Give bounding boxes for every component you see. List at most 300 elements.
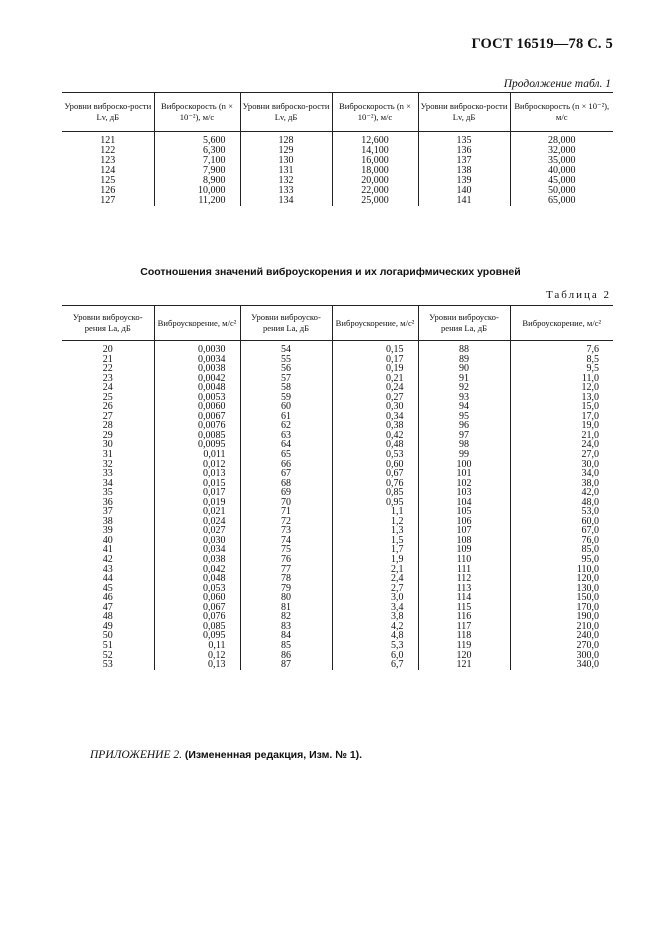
table2-cell: 3,8 [332, 612, 418, 622]
table2-cell: 96 [418, 421, 510, 431]
table2-cell: 27,0 [510, 450, 613, 460]
table2-row [62, 421, 613, 431]
table2-cell: 73 [240, 526, 332, 536]
table1-cell: 137 [418, 156, 510, 166]
table2-cell: 89 [418, 355, 510, 365]
table2-cell: 66 [240, 460, 332, 470]
table1-cell: 65,000 [510, 196, 613, 206]
table2-cell: 0,027 [154, 526, 240, 536]
table2-row [62, 431, 613, 441]
table2-cell: 0,67 [332, 469, 418, 479]
table2-cell: 60,0 [510, 517, 613, 527]
table2-cell: 67,0 [510, 526, 613, 536]
table2-row [62, 507, 613, 517]
table1-cell: 7,900 [154, 166, 240, 176]
table2-label: Таблица 2 [545, 289, 611, 301]
table2-cell: 51 [102, 639, 113, 651]
table2-cell: 0,015 [154, 479, 240, 489]
table2-cell: 21 [102, 353, 113, 365]
table1-cell: 126 [100, 185, 116, 196]
table2-cell: 30,0 [510, 460, 613, 470]
table2-cell: 92 [418, 383, 510, 393]
table2-row [62, 545, 613, 555]
table2-cell: 45 [102, 582, 113, 594]
table1-cell: 11,200 [154, 196, 240, 206]
table2-cell: 1,5 [332, 536, 418, 546]
table2-cell: 24,0 [510, 440, 613, 450]
table2-cell: 0,060 [154, 593, 240, 603]
table2-cell: 95 [418, 412, 510, 422]
table2-row [62, 536, 613, 546]
table1-row [62, 132, 613, 147]
table1-cell: 8,900 [154, 176, 240, 186]
table2-cell: 15,0 [510, 402, 613, 412]
table2-row [62, 603, 613, 613]
table2-cell: 121 [418, 660, 510, 670]
table2-cell: 32 [102, 458, 113, 470]
table2-cell: 65 [240, 450, 332, 460]
table2-row [62, 488, 613, 498]
table2-cell: 28 [102, 420, 113, 432]
table2-cell: 340,0 [510, 660, 613, 670]
table2-cell: 111 [418, 565, 510, 575]
table2-cell: 0,038 [154, 555, 240, 565]
table2-cell: 71 [240, 507, 332, 517]
table2-cell: 0,0085 [154, 431, 240, 441]
table1-cell: 139 [418, 176, 510, 186]
table2-cell: 1,1 [332, 507, 418, 517]
table2-cell: 118 [418, 631, 510, 641]
table1-cell: 140 [418, 186, 510, 196]
table1-cell: 14,100 [332, 146, 418, 156]
table2-cell: 26 [102, 401, 113, 413]
table2-cell: 0,048 [154, 574, 240, 584]
table2-cell: 102 [418, 479, 510, 489]
table2-cell: 112 [418, 574, 510, 584]
table2-cell: 240,0 [510, 631, 613, 641]
table2-cell: 115 [418, 603, 510, 613]
table2-cell: 0,085 [154, 622, 240, 632]
table1-cell: 18,000 [332, 166, 418, 176]
table2-cell: 62 [240, 421, 332, 431]
table2-cell: 34 [102, 477, 113, 489]
table1-cell: 125 [100, 175, 116, 186]
table1-cell: 7,100 [154, 156, 240, 166]
table2-cell: 0,030 [154, 536, 240, 546]
table2-cell: 55 [240, 355, 332, 365]
table2-cell: 110,0 [510, 565, 613, 575]
table2-cell: 25 [102, 391, 113, 403]
table2-cell: 83 [240, 622, 332, 632]
table2-row [62, 641, 613, 651]
table2-cell: 0,034 [154, 545, 240, 555]
table2-cell: 99 [418, 450, 510, 460]
table2-cell: 94 [418, 402, 510, 412]
table2-header-cell: Уровни виброуско-рения La, дБ [240, 306, 332, 341]
table2-cell: 0,095 [154, 631, 240, 641]
table2-cell: 42 [102, 554, 113, 566]
table1-cell: 131 [240, 166, 332, 176]
table2-cell: 104 [418, 498, 510, 508]
table1-row [62, 186, 613, 196]
table1-cell: 121 [100, 135, 116, 146]
table2-cell: 1,7 [332, 545, 418, 555]
table1-cell: 128 [240, 132, 332, 147]
table2-cell: 68 [240, 479, 332, 489]
table2-cell: 116 [418, 612, 510, 622]
table2-row [62, 440, 613, 450]
table2-cell: 40 [102, 534, 113, 546]
table1-header-cell: Виброскорость (n × 10⁻²), м/с [332, 93, 418, 132]
table2-cell: 120 [418, 651, 510, 661]
table2-row [62, 517, 613, 527]
table2-cell: 37 [102, 506, 113, 518]
table2-cell: 0,53 [332, 450, 418, 460]
table2-cell: 76 [240, 555, 332, 565]
table2-cell: 21,0 [510, 431, 613, 441]
table2-row [62, 660, 613, 670]
table2-cell: 52 [102, 649, 113, 661]
table2-cell: 114 [418, 593, 510, 603]
table2-cell: 90 [418, 364, 510, 374]
table1-cell: 127 [100, 195, 116, 206]
table2-cell: 75 [240, 545, 332, 555]
table2-cell: 42,0 [510, 488, 613, 498]
table2-cell: 0,0095 [154, 440, 240, 450]
table1-cell: 134 [240, 196, 332, 206]
table2-cell: 93 [418, 393, 510, 403]
table2-row [62, 565, 613, 575]
table2-cell: 97 [418, 431, 510, 441]
table2-cell: 100 [418, 460, 510, 470]
table2-cell: 4,8 [332, 631, 418, 641]
table2-row [62, 341, 613, 355]
table2-row [62, 584, 613, 594]
table2-row [62, 574, 613, 584]
table2-cell: 38 [102, 515, 113, 527]
table2-cell: 0,011 [154, 450, 240, 460]
table2-cell: 98 [418, 440, 510, 450]
table2-cell: 170,0 [510, 603, 613, 613]
table2-cell: 63 [240, 431, 332, 441]
table2-cell: 6,7 [332, 660, 418, 670]
table2-cell: 23 [102, 372, 113, 384]
table2-cell: 190,0 [510, 612, 613, 622]
table2-cell: 44 [102, 573, 113, 585]
table2-cell: 2,1 [332, 565, 418, 575]
table2-cell: 0,76 [332, 479, 418, 489]
table2-cell: 0,017 [154, 488, 240, 498]
table1-cell: 22,000 [332, 186, 418, 196]
table2-cell: 77 [240, 565, 332, 575]
table2-title: Соотношения значений виброускорения и их логарифмических уровней [140, 266, 521, 278]
table2-cell: 0,15 [332, 341, 418, 355]
table1-cell: 20,000 [332, 176, 418, 186]
table1-cell: 133 [240, 186, 332, 196]
table2-cell: 76,0 [510, 536, 613, 546]
table2-cell: 13,0 [510, 393, 613, 403]
table1-body [62, 132, 613, 207]
appendix-edit-note: (Измененная редакция, Изм. № 1). [184, 749, 363, 761]
table2-cell: 0,0048 [154, 383, 240, 393]
table2-cell: 0,0030 [154, 341, 240, 355]
table2-cell: 88 [418, 341, 510, 355]
table1-cell: 10,000 [154, 186, 240, 196]
table2-row [62, 412, 613, 422]
table1-row [62, 146, 613, 156]
table2-cell: 27 [102, 410, 113, 422]
table2-cell: 48 [102, 611, 113, 623]
table2-cell: 59 [240, 393, 332, 403]
table2-cell: 74 [240, 536, 332, 546]
table2-cell: 67 [240, 469, 332, 479]
table1-cell: 28,000 [510, 132, 613, 147]
table2-row [62, 479, 613, 489]
table2-cell: 85,0 [510, 545, 613, 555]
table1-cell: 123 [100, 155, 116, 166]
table2-row [62, 622, 613, 632]
table2-cell: 38,0 [510, 479, 613, 489]
table2-cell: 0,042 [154, 565, 240, 575]
table2-cell: 22 [102, 363, 113, 375]
table2-cell: 39 [102, 525, 113, 537]
table2-cell: 2,4 [332, 574, 418, 584]
table2-cell: 0,27 [332, 393, 418, 403]
table2-cell: 0,053 [154, 584, 240, 594]
table2-row [62, 631, 613, 641]
table2-cell: 33 [102, 468, 113, 480]
table2-cell: 108 [418, 536, 510, 546]
table2-header-cell: Виброускорение, м/с² [332, 306, 418, 341]
table1-header-cell: Виброскорость (n × 10⁻²), м/с [510, 93, 613, 132]
table1-row [62, 196, 613, 206]
table2-cell: 3,0 [332, 593, 418, 603]
table2-cell: 72 [240, 517, 332, 527]
table2-cell: 43 [102, 563, 113, 575]
table2-cell: 85 [240, 641, 332, 651]
table1-cell: 132 [240, 176, 332, 186]
table1-header-cell: Уровни виброско-рости Lv, дБ [240, 93, 332, 132]
table2-row [62, 555, 613, 565]
table2-cell: 11,0 [510, 374, 613, 384]
table2-cell: 95,0 [510, 555, 613, 565]
table2-cell: 0,067 [154, 603, 240, 613]
table2-cell: 0,13 [154, 660, 240, 670]
table2-cell: 0,34 [332, 412, 418, 422]
appendix-note [90, 749, 362, 761]
table2-cell: 0,85 [332, 488, 418, 498]
table2-cell: 82 [240, 612, 332, 622]
table2-row [62, 393, 613, 403]
table1-header-cell: Уровни виброско-рости Lv, дБ [62, 93, 154, 132]
table2-cell: 53,0 [510, 507, 613, 517]
table2-header-cell: Уровни виброуско-рения La, дБ [62, 306, 154, 341]
table2-cell: 119 [418, 641, 510, 651]
table2-cell: 34,0 [510, 469, 613, 479]
table2-cell: 130,0 [510, 584, 613, 594]
table2-row [62, 355, 613, 365]
table1-cell: 50,000 [510, 186, 613, 196]
table2-cell: 105 [418, 507, 510, 517]
table2-cell: 2,7 [332, 584, 418, 594]
table1-header-row [62, 93, 613, 132]
table2-cell: 109 [418, 545, 510, 555]
table2-cell: 60 [240, 402, 332, 412]
table1-header-cell: Уровни виброско-рости Lv, дБ [418, 93, 510, 132]
table2-row [62, 374, 613, 384]
table2-cell: 113 [418, 584, 510, 594]
table2-cell: 69 [240, 488, 332, 498]
table2-cell: 54 [240, 341, 332, 355]
table2-cell: 0,0042 [154, 374, 240, 384]
table2-cell: 20 [102, 344, 113, 355]
table2-cell: 6,0 [332, 651, 418, 661]
table2-cell: 61 [240, 412, 332, 422]
table2-cell: 49 [102, 620, 113, 632]
table2-cell: 9,5 [510, 364, 613, 374]
table2-cell: 117 [418, 622, 510, 632]
table2-cell: 0,0038 [154, 364, 240, 374]
table2-cell: 84 [240, 631, 332, 641]
table1-cell: 129 [240, 146, 332, 156]
table2-row [62, 498, 613, 508]
table2-cell: 0,076 [154, 612, 240, 622]
table1-cell: 35,000 [510, 156, 613, 166]
table2-cell: 30 [102, 439, 113, 451]
table1-cell: 141 [418, 196, 510, 206]
table2-cell: 50 [102, 630, 113, 642]
table2-cell: 0,48 [332, 440, 418, 450]
table1-row [62, 176, 613, 186]
table2-cell: 0,19 [332, 364, 418, 374]
table2-cell: 48,0 [510, 498, 613, 508]
table2-cell: 1,3 [332, 526, 418, 536]
table2-cell: 19,0 [510, 421, 613, 431]
table1-header-cell: Виброскорость (n × 10⁻²), м/с [154, 93, 240, 132]
table2-cell: 5,3 [332, 641, 418, 651]
table2-cell: 87 [240, 660, 332, 670]
table2-cell: 7,6 [510, 341, 613, 355]
table2-cell: 31 [102, 449, 113, 461]
table2-cell: 70 [240, 498, 332, 508]
table2-cell: 53 [102, 659, 113, 671]
table2-cell: 0,11 [154, 641, 240, 651]
table2-cell: 0,30 [332, 402, 418, 412]
table2-row [62, 460, 613, 470]
table2-cell: 120,0 [510, 574, 613, 584]
table2-cell: 86 [240, 651, 332, 661]
table1-cell: 45,000 [510, 176, 613, 186]
table2-cell: 0,42 [332, 431, 418, 441]
table2-cell: 210,0 [510, 622, 613, 632]
table2-cell: 1,9 [332, 555, 418, 565]
table1-cell: 32,000 [510, 146, 613, 156]
table2-cell: 0,21 [332, 374, 418, 384]
table2-header-cell: Виброускорение, м/с² [154, 306, 240, 341]
table2-cell: 101 [418, 469, 510, 479]
table2-cell: 300,0 [510, 651, 613, 661]
table2-cell: 0,013 [154, 469, 240, 479]
table2-cell: 0,95 [332, 498, 418, 508]
table2-header-cell: Уровни виброуско-рения La, дБ [418, 306, 510, 341]
table2-cell: 57 [240, 374, 332, 384]
table2-cell: 150,0 [510, 593, 613, 603]
table2-cell: 3,4 [332, 603, 418, 613]
table2-cell: 0,0067 [154, 412, 240, 422]
table2-cell: 0,012 [154, 460, 240, 470]
table2-cell: 64 [240, 440, 332, 450]
table2-cell: 47 [102, 601, 113, 613]
table2-cell: 79 [240, 584, 332, 594]
table2-row [62, 469, 613, 479]
appendix-label: ПРИЛОЖЕНИЕ 2. [90, 749, 182, 761]
table2-cell: 0,024 [154, 517, 240, 527]
table1-cell: 122 [100, 145, 116, 156]
table2-cell: 107 [418, 526, 510, 536]
table2-row [62, 593, 613, 603]
table2-header-row [62, 306, 613, 341]
table2-cell: 35 [102, 487, 113, 499]
table2-cell: 12,0 [510, 383, 613, 393]
table1-cell: 12,600 [332, 132, 418, 147]
table2-cell: 24 [102, 382, 113, 394]
table1-cell: 136 [418, 146, 510, 156]
table2-cell: 0,021 [154, 507, 240, 517]
table2-cell: 80 [240, 593, 332, 603]
table2-cell: 106 [418, 517, 510, 527]
table1-row [62, 166, 613, 176]
table2-cell: 0,0053 [154, 393, 240, 403]
table2-row [62, 450, 613, 460]
table2-cell: 46 [102, 592, 113, 604]
table2-row [62, 651, 613, 661]
table2-cell: 0,019 [154, 498, 240, 508]
table2-cell: 0,24 [332, 383, 418, 393]
table2-cell: 0,60 [332, 460, 418, 470]
table2-cell: 110 [418, 555, 510, 565]
table2-cell: 0,17 [332, 355, 418, 365]
table2-cell: 270,0 [510, 641, 613, 651]
table2-cell: 58 [240, 383, 332, 393]
table2-row [62, 364, 613, 374]
table2-cell: 81 [240, 603, 332, 613]
table2-cell: 1,2 [332, 517, 418, 527]
table2-cell: 0,0034 [154, 355, 240, 365]
table2-cell: 17,0 [510, 412, 613, 422]
table2-cell: 36 [102, 496, 113, 508]
table1-cell: 6,300 [154, 146, 240, 156]
table2-cell: 0,0076 [154, 421, 240, 431]
table2-cell: 56 [240, 364, 332, 374]
table2-cell: 78 [240, 574, 332, 584]
table2-cell: 0,38 [332, 421, 418, 431]
table2-row [62, 612, 613, 622]
table1-cell: 5,600 [154, 132, 240, 147]
table1-cell: 124 [100, 165, 116, 176]
table1-continuation-label: Продолжение табл. 1 [503, 78, 611, 90]
table1-cell: 25,000 [332, 196, 418, 206]
table2-row [62, 402, 613, 412]
table2-cell: 0,0060 [154, 402, 240, 412]
acceleration-table [62, 305, 613, 670]
table1-row [62, 156, 613, 166]
page-header: ГОСТ 16519—78 С. 5 [471, 36, 613, 52]
table2-cell: 0,12 [154, 651, 240, 661]
table2-cell: 4,2 [332, 622, 418, 632]
table2-row [62, 383, 613, 393]
table1-cell: 130 [240, 156, 332, 166]
table2-cell: 91 [418, 374, 510, 384]
